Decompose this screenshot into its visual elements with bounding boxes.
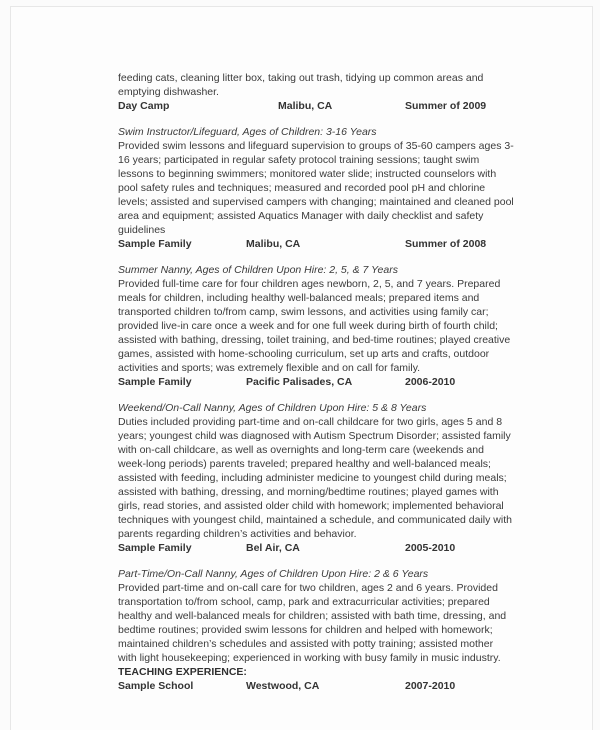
employer-name: Sample Family [118, 376, 192, 388]
employer-location: Pacific Palisades, CA [246, 376, 353, 388]
job-title: Part-Time/On-Call Nanny, Ages of Children Upon Hire: 2 & 6 Years [118, 568, 429, 580]
job-description: Duties included providing part-time and on-call childcare for two girls, ages 5 and 8 years; youngest child was diagnosed with Autism Spectrum Disorder; assisted family with on-call childcare, as well as overnights and long-term care (weekends and week-long periods) parents traveled; prepared healthy and well-balanced meals; assisted with feeding, including administer medicine to youngest child during meals; assisted with bathing, dressing, and morning/bedtime routines; played games with girls, read stories, and assisted older child with homework; implemented behavioral techniques with youngest child, maintained a schedule, and communicated daily with parents regarding children’s activities and behavior. [118, 416, 512, 540]
employer-location: Malibu, CA [278, 100, 333, 112]
job-description: Provided swim lessons and lifeguard supervision to groups of 35-60 campers ages 3-16 years; participated in regular safety protocol training sessions; taught swim lessons to beginning swimmers; monitored water slide; instructed counselors with pool safety rules and techniques; measured and recorded pool pH and chlorine levels; assisted and supervised campers with changing; maintained and cleaned pool area and equipment; assisted Aquatics Manager with daily checklist and safety guidelines [118, 140, 514, 236]
employer-name: Day Camp [118, 100, 170, 112]
employment-dates: Summer of 2008 [405, 238, 487, 250]
entry-header-row [118, 541, 514, 555]
employer-location: Malibu, CA [246, 238, 301, 250]
employer-name: Sample Family [118, 238, 192, 250]
employer-location: Bel Air, CA [246, 542, 300, 554]
job-description: Provided part-time and on-call care for two children, ages 2 and 6 years. Provided transportation to/from school, camp, park and extracurricular activities; prepared healthy and well-balanced meals for children; assisted with bath time, dressing, and bedtime routines; provided swim lessons for children and helped with homework; maintained children’s schedules and assisted with potty training; assisted mother with light housekeeping; experienced in working with busy family in music industry. [118, 582, 507, 664]
employment-dates: Summer of 2009 [405, 100, 487, 112]
employer-name: Sample Family [118, 542, 192, 554]
employment-dates: 2006-2010 [405, 376, 456, 388]
school-location: Westwood, CA [246, 680, 320, 692]
job-title: Weekend/On-Call Nanny, Ages of Children Upon Hire: 5 & 8 Years [118, 402, 427, 414]
school-name: Sample School [118, 680, 194, 692]
entry-header-row [118, 679, 514, 693]
employment-dates: 2005-2010 [405, 542, 456, 554]
job-title: Swim Instructor/Lifeguard, Ages of Children: 3-16 Years [118, 126, 377, 138]
entry-header-row [118, 375, 514, 389]
teaching-dates: 2007-2010 [405, 680, 456, 692]
intro-continuation-paragraph: feeding cats, cleaning litter box, taking out trash, tidying up common areas and emptying dishwasher. [118, 72, 484, 98]
section-heading-teaching-experience: TEACHING EXPERIENCE: [118, 666, 247, 678]
job-description: Provided full-time care for four children ages newborn, 2, 5, and 7 years. Prepared meals for children, including healthy well-balanced meals; prepared items and transported children to/from camp, swim lessons, and activities using family car; provided live-in care once a week and for one full week during birth of fourth child; assisted with bathing, dressing, toilet training, and bed-time routines; played creative games, assisted with home-schooling curriculum, set up arts and crafts, outdoor activities and sports; was extremely flexible and on call for family. [118, 278, 511, 374]
entry-header-row [118, 237, 514, 251]
entry-header-row [118, 99, 514, 113]
resume-content [118, 71, 514, 705]
resume-page [10, 6, 593, 730]
job-title: Summer Nanny, Ages of Children Upon Hire: 2, 5, & 7 Years [118, 264, 398, 276]
